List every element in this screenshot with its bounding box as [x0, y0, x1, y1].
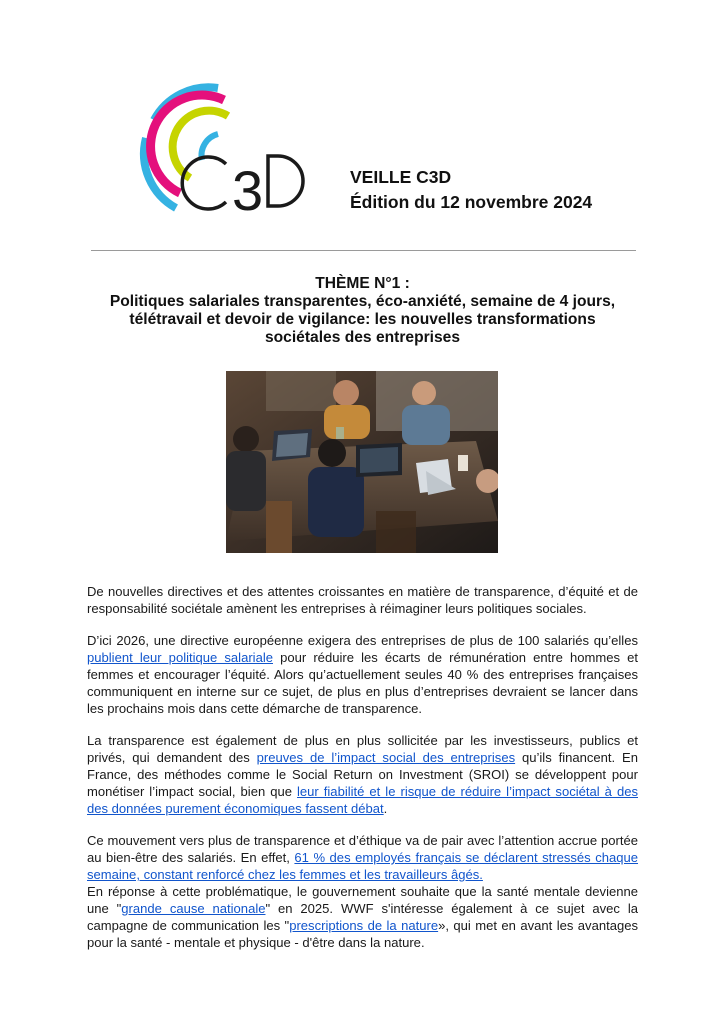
theme-title-line-1: Politiques salariales transparentes, éco-anxiété, semaine de 4 jours, [109, 293, 616, 310]
link-stress-statistic[interactable]: 61 % des employés français se déclarent stressés chaque semaine, constant renforcé chez les femmes et les travailleurs âgés. [87, 850, 639, 882]
text-segment: En réponse à cette problématique, le gouvernement souhaite que la santé mentale devienne une " [87, 884, 638, 916]
team-laptops-photo [226, 371, 498, 553]
newsletter-title: VEILLE C3D [350, 167, 452, 187]
c3d-logo [128, 78, 308, 228]
text-segment: D’ici 2026, une directive européenne exigera des entreprises de plus de 100 salariés qu’elles [87, 633, 638, 648]
newsletter-header [350, 165, 592, 215]
text-segment: pour réduire les écarts de rémunération entre hommes et femmes et encourager l’équité. Alors qu’actuellement seules 40 % des entreprises françaises communiquent en interne sur ce sujet, de plus en plus d’entreprises devraient se lancer dans les prochains mois dans cette démarche de transparence. [87, 650, 638, 716]
link-national-cause[interactable]: grande cause nationale [121, 901, 266, 916]
article-body [87, 583, 638, 966]
theme-title-line-3: sociétales des entreprises [264, 329, 461, 346]
edition-date: Édition du 12 novembre 2024 [350, 192, 593, 212]
theme-number: THÈME N°1 : [315, 275, 410, 292]
paragraph-pay-transparency [87, 632, 638, 717]
theme-heading [86, 275, 639, 347]
text-segment: " en 2025. WWF s'intéresse également à ce sujet avec la campagne de communication les " [87, 901, 638, 933]
link-salary-policy[interactable]: publient leur politique salariale [87, 650, 273, 665]
text-segment: . [383, 801, 388, 816]
text-segment: qu’ils financent. En France, des méthodes comme le Social Return on Investment (SROI) se développent pour monétiser l’impact social, bien que [87, 750, 638, 799]
paragraph-intro: De nouvelles directives et des attentes croissantes en matière de transparence, d’équité et de responsabilité sociétale amènent les entreprises à réimaginer leurs politiques sociales. [87, 584, 638, 616]
link-social-impact-proof[interactable]: preuves de l’impact social des entreprises [256, 750, 516, 765]
text-segment: Ce mouvement vers plus de transparence et d’éthique va de pair avec l’attention accrue portée au bien-être des salariés. En effet, [87, 833, 638, 865]
text-segment: La transparence est également de plus en plus sollicitée par les investisseurs, publics et privés, qui demandent des [87, 733, 638, 765]
link-sroi-debate[interactable]: leur fiabilité et le risque de réduire l’impact sociétal à des des données purement économiques fassent débat [87, 784, 638, 816]
paragraph-mental-health [87, 883, 638, 951]
paragraph-investors [87, 732, 638, 817]
text-segment: », qui met en avant les avantages pour la santé - mentale et physique - d'être dans la nature. [87, 918, 639, 950]
header-divider [91, 250, 636, 251]
link-nature-prescriptions[interactable]: prescriptions de la nature [289, 918, 439, 933]
theme-title-line-2: télétravail et devoir de vigilance: les nouvelles transformations [129, 311, 596, 328]
paragraph-wellbeing [87, 832, 638, 883]
svg-text:3: 3 [232, 159, 264, 222]
